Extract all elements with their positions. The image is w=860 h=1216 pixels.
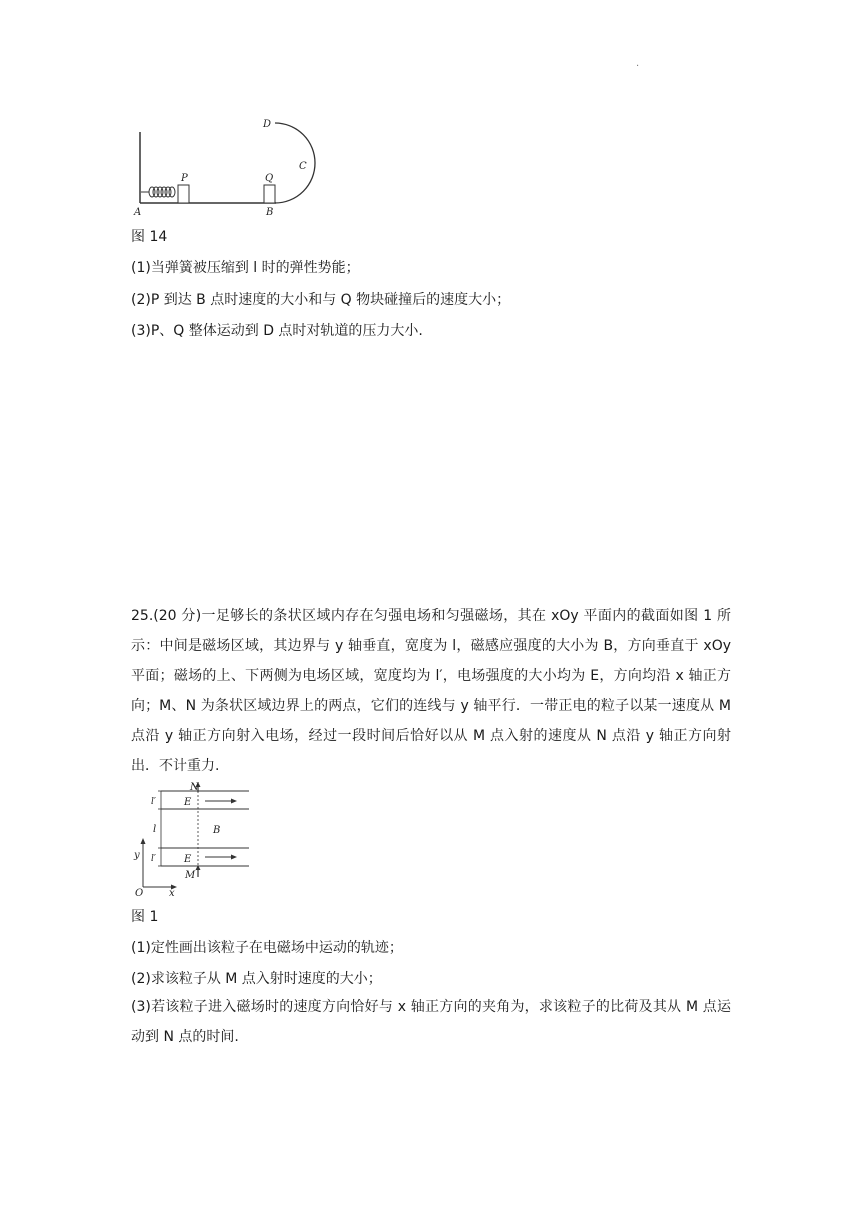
q24-item-1: (1)当弹簧被压缩到 l 时的弹性势能； [131, 260, 360, 276]
q25-item-3: (3)若该粒子进入磁场时的速度方向恰好与 x 轴正方向的夹角为，求该粒子的比荷及其从 M 点运动到 N 点的时间. [131, 999, 731, 1045]
q24-item-3: (3)P、Q 整体运动到 D 点时对轨道的压力大小. [131, 323, 423, 339]
label-lprime-bottom: l′ [151, 854, 156, 864]
label-B: B [266, 207, 274, 218]
label-B: B [213, 825, 221, 836]
label-C: C [299, 161, 307, 172]
label-E-top: E [184, 797, 192, 808]
figure-14-caption: 图 14 [131, 229, 168, 245]
figure-14 [131, 112, 331, 220]
label-O: O [135, 888, 144, 898]
label-Q: Q [265, 173, 274, 184]
label-N: N [190, 782, 199, 793]
label-x: x [169, 888, 175, 898]
header-mark: . [636, 58, 640, 69]
figure-14-drawing [131, 112, 331, 220]
label-lprime-top: l′ [151, 797, 156, 807]
figure-1-caption: 图 1 [131, 909, 159, 925]
label-P: P [181, 173, 188, 184]
q25-item-1: (1)定性画出该粒子在电磁场中运动的轨迹； [131, 940, 403, 956]
label-M: M [185, 870, 196, 881]
q25-item-2: (2)求该粒子从 M 点入射时速度的大小； [131, 971, 382, 987]
q25-stem: 25.(20 分)一足够长的条状区域内存在匀强电场和匀强磁场，其在 xOy 平面内的截面如图 1 所示：中间是磁场区域，其边界与 y 轴垂直，宽度为 l，磁感应强度的大小为 B，方向垂直于 xOy 平面；磁场的上、下两侧为电场区域，宽度均为 l′，电场强度的大小均为 E，方向均沿 x 轴正方向；M、N 为条状区域边界上的两点，它们的连线与 y 轴平行．一带正电的粒子以某一速度从 M 点沿 y 轴正方向射入电场，经过一段时间后恰好以从 M 点入射的速度从 N 点沿 y 轴正方向射出．不计重力. [131, 608, 731, 774]
label-A: A [134, 207, 142, 218]
label-E-bottom: E [184, 854, 192, 865]
label-y: y [134, 850, 140, 861]
q24-item-2: (2)P 到达 B 点时速度的大小和与 Q 物块碰撞后的速度大小； [131, 292, 511, 308]
label-l: l [153, 824, 157, 835]
label-D: D [263, 119, 272, 130]
figure-1 [131, 782, 261, 898]
figure-1-drawing [131, 782, 261, 898]
